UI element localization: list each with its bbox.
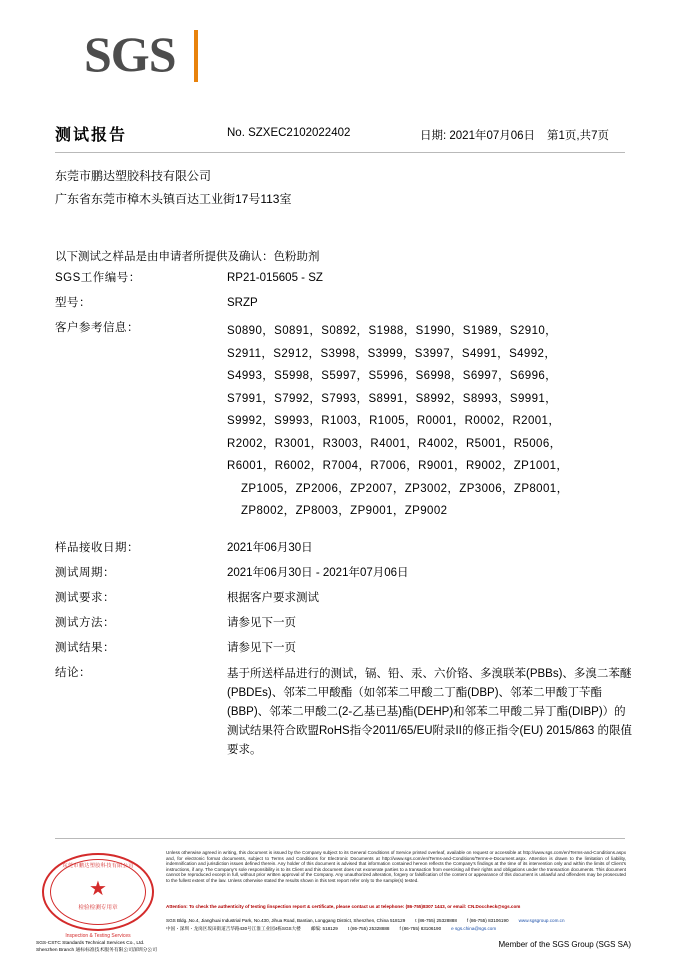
footer-attention-text: Attention: To check the authenticity of testing /inspection report & certificate, please contact us at telephone: (86-755)8307 1443, or email: CN.Doccheck@sgs.com [166, 904, 521, 909]
sgs-logo [84, 28, 194, 86]
company-name: 东莞市鹏达塑胶科技有限公司 [55, 169, 212, 183]
field-value: RP21-015605 - SZ [227, 272, 323, 284]
field-row [55, 270, 635, 287]
field-label: 客户参考信息： [55, 322, 139, 334]
page-indicator: 第1页,共7页 [547, 130, 609, 142]
field-value: 请参见下一页 [227, 641, 296, 654]
client-reference-row [55, 320, 635, 523]
footer-fax-en: f (86-755) 83106190 [466, 918, 509, 923]
field-value: 2021年06月30日 [227, 541, 313, 554]
report-number: No. SZXEC2102022402 [227, 127, 351, 139]
field-label: 测试方法： [55, 616, 115, 629]
conclusion-text: 基于所送样品进行的测试，镉、铅、汞、六价铬、多溴联苯(PBBs)、多溴二苯醚(PBDEs)、邻苯二甲酸酯（如邻苯二甲酸二丁酯(DBP)、邻苯二甲酸丁苄酯(BBP)、邻苯二甲酸二(2-乙基已基)酯(DEHP)和邻苯二甲酸二异丁酯(DIBP)）的测试结果符合欧盟RoHS指令2011/65/EU附录II的修正指令(EU) 2015/863 的限值要求。 [227, 667, 632, 756]
field-label: 测试结果： [55, 641, 115, 654]
footer-legal-text: Unless otherwise agreed in writing, this document is issued by the Company subject to its General Conditions of Service printed overleaf, available on request or accessible at http://www.sgs.com/en/Terms-and-Conditions.aspx and, for electronic format documents, subject to Terms and Conditions for Electronic Documents at http://www.sgs.com/en/Terms-and-Conditions/Terms-e-Document.aspx. Attention is drawn to the limitation of liability, indemnification and jurisdiction issues defined therein. Any holder of this document is advised that information contained hereon reflects the Company's findings at the time of its intervention only and within the limits of Client's instructions, if any. The Company's sole responsibility is to its Client and this document does not exonerate parties to a transaction from exercising all their rights and obligations under the transaction documents. This document cannot be reproduced except in full, without prior written approval of the Company. Any unauthorized alteration, forgery or falsification of the content or appearance of this document is unlawful and offenders may be prosecuted to the fullest extent of the law. Unless otherwise stated the results shown in this test report refer only to the sample(s) tested. [166, 850, 626, 883]
conclusion-row [55, 665, 635, 760]
footer-divider [55, 838, 625, 839]
company-address: 广东省东莞市樟木头镇百达工业街17号113室 [55, 192, 292, 206]
field-label: 测试要求： [55, 591, 115, 604]
footer-email[interactable]: e sgs.china@sgs.com [451, 925, 497, 931]
conclusion-label: 结论： [55, 666, 91, 679]
field-row [55, 615, 635, 632]
footer-address-cn: 中国・深圳・龙岗区坂田街道吉华路430号江淮工业园4栋SGS大楼 [166, 925, 301, 931]
footer-entity-cn: Shenzhen Branch 通标标准技术服务有限公司深圳分公司 [36, 947, 158, 953]
field-value: SRZP [227, 297, 258, 309]
footer-zip-cn: 邮编: 518129 [310, 925, 338, 931]
footer-address-en: SGS Bldg.,No.4, Jianghuai Industrial Park, No.430, Jihua Road, Bantian, Longgang District, Shenzhen, China 518129 [166, 918, 406, 923]
company-block [55, 165, 291, 211]
ref-line: R2002，R3001，R3003，R4001，R4002，R5001，R5006， [227, 437, 562, 450]
field-row [55, 590, 635, 607]
field-value: 2021年06月30日 - 2021年07月06日 [227, 566, 409, 579]
star-icon: ★ [89, 878, 107, 900]
footer-entity-block [36, 941, 166, 954]
footer-address-row-cn [166, 925, 636, 933]
ref-line: ZP8002，ZP8003，ZP9001，ZP9002 [241, 505, 448, 517]
seal-top-text: 东莞市鹏达塑胶科技有限公司 [62, 863, 134, 869]
page-title: 测试报告 [55, 127, 128, 144]
seal-bottom-text: Inspection & Testing Services [65, 933, 131, 939]
footer-tel-cn: t (86-755) 25328888 [347, 925, 390, 931]
header-divider [55, 152, 625, 153]
field-label: 测试周期： [55, 566, 115, 579]
field-row [55, 640, 635, 657]
footer-website[interactable]: www.sgsgroup.com.cn [518, 918, 565, 923]
ref-line: S7991，S7992，S7993，S8991，S8992，S8993，S9991， [227, 392, 558, 405]
footer-address-block [166, 917, 636, 932]
ref-line: R6001，R6002，R7004，R7006，R9001，R9002，ZP1001， [227, 460, 569, 472]
field-value: 根据客户要求测试 [227, 591, 319, 604]
ref-line: ZP1005，ZP2006，ZP2007，ZP3002，ZP3006，ZP8001， [241, 482, 569, 495]
footer-fax-cn: f (86-755) 83106190 [399, 925, 442, 931]
field-label: 样品接收日期： [55, 541, 139, 554]
company-seal [42, 853, 157, 941]
sample-intro: 以下测试之样品是由申请者所提供及确认：色粉助剂 [55, 251, 320, 263]
client-reference-values [227, 320, 635, 523]
field-row [55, 540, 635, 557]
field-row [55, 295, 635, 312]
sgs-logo-text: SGS [84, 26, 176, 82]
footer-member-line: Member of the SGS Group (SGS SA) [498, 940, 631, 949]
ref-line: S0890，S0891，S0892，S1988，S1990，S1989，S2910， [227, 325, 558, 337]
seal-mid-text: 检验检测专用章 [78, 905, 118, 911]
footer-tel-en: t (86-755) 25328888 [415, 918, 457, 923]
ref-line: S9992，S9993，R1003，R1005，R0001，R0002，R2001， [227, 415, 561, 427]
report-date: 日期: 2021年07月06日 [420, 130, 536, 142]
field-value: 请参见下一页 [227, 616, 296, 629]
ref-line: S4993，S5998，S5997，S5996，S6998，S6997，S6996， [227, 370, 558, 382]
report-title-row [55, 122, 625, 148]
field-label: SGS工作编号： [55, 272, 141, 284]
footer-address-row-en [166, 917, 636, 925]
footer-entity-en: SGS-CSTC Standards Technical Services Co., Ltd. [36, 941, 145, 946]
field-row [55, 565, 635, 582]
sgs-logo-bar [194, 30, 198, 82]
field-list [55, 270, 635, 768]
field-label: 型号： [55, 297, 91, 309]
ref-line: S2911，S2912，S3998，S3999，S3997，S4991，S4992， [227, 347, 557, 360]
